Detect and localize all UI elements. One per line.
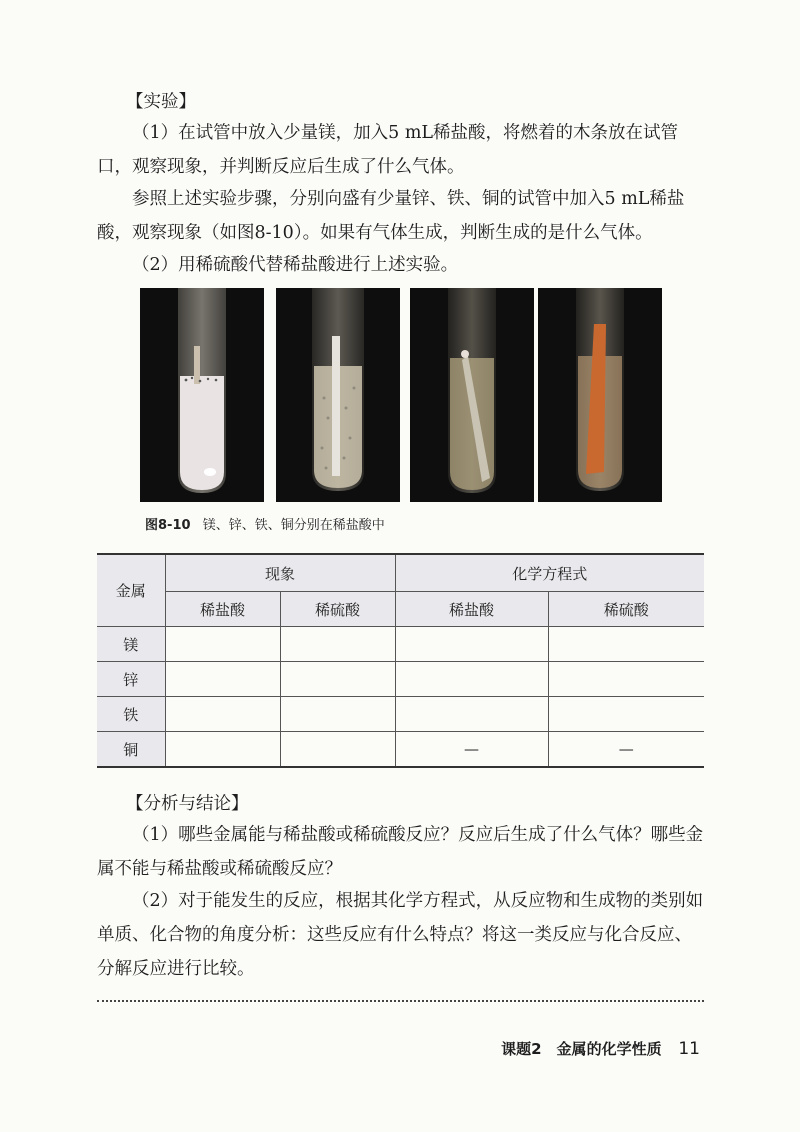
table-cell: — <box>548 732 704 768</box>
table-cell <box>280 627 395 662</box>
experiment-step-2: （2）用稀硫酸代替稀盐酸进行上述实验。 <box>132 255 459 275</box>
table-cell <box>548 662 704 697</box>
page-number: 11 <box>678 1039 700 1059</box>
table-cell <box>395 697 548 732</box>
sub-header-hcl-phenomenon: 稀盐酸 <box>165 592 280 627</box>
table-cell <box>165 662 280 697</box>
metal-cell: 锌 <box>97 662 165 697</box>
table-cell <box>395 662 548 697</box>
table-row <box>97 627 704 662</box>
analysis-question-2: （2）对于能发生的反应，根据其化学方程式，从反应物和生成物的类别如单质、化合物的角度分析：这些反应有什么特点？将这一类反应与化合反应、分解反应进行比较。 <box>97 891 704 979</box>
sub-header-h2so4-equation: 稀硫酸 <box>548 592 704 627</box>
figure-caption-text: 镁、锌、铁、铜分别在稀盐酸中 <box>202 518 385 533</box>
dotted-divider <box>97 1000 704 1002</box>
metal-cell: 铜 <box>97 732 165 768</box>
figure-test-tubes <box>140 288 660 502</box>
experiment-step-1b: 参照上述实验步骤，分别向盛有少量锌、铁、铜的试管中加入5 mL稀盐酸，观察现象（如图8-10）。如果有气体生成，判断生成的是什么气体。 <box>97 189 685 243</box>
equation-header: 化学方程式 <box>395 554 704 592</box>
metal-cell: 铁 <box>97 697 165 732</box>
metal-header: 金属 <box>97 554 165 627</box>
table-cell <box>280 662 395 697</box>
table-cell <box>395 627 548 662</box>
experiment-step-1: （1）在试管中放入少量镁，加入5 mL稀盐酸，将燃着的木条放在试管口，观察现象，并判断反应后生成了什么气体。 <box>97 123 679 177</box>
table-row <box>97 662 704 697</box>
table-cell <box>548 697 704 732</box>
table-cell <box>548 627 704 662</box>
table-row <box>97 732 704 768</box>
sub-header-h2so4-phenomenon: 稀硫酸 <box>280 592 395 627</box>
phenomenon-header: 现象 <box>165 554 395 592</box>
table-cell <box>280 732 395 768</box>
page-footer <box>501 1038 700 1059</box>
table-cell: — <box>395 732 548 768</box>
table-cell <box>165 627 280 662</box>
copper-tube-photo <box>538 288 662 502</box>
figure-caption <box>145 514 385 533</box>
iron-tube-photo <box>410 288 534 502</box>
table-cell <box>165 697 280 732</box>
lesson-title: 课题2 金属的化学性质 <box>501 1040 662 1058</box>
metal-cell: 镁 <box>97 627 165 662</box>
experiment-heading: 【实验】 <box>126 92 196 112</box>
magnesium-tube-photo <box>140 288 264 502</box>
results-table <box>97 553 704 768</box>
sub-header-hcl-equation: 稀盐酸 <box>395 592 548 627</box>
table-cell <box>280 697 395 732</box>
zinc-tube-photo <box>276 288 400 502</box>
analysis-question-1: （1）哪些金属能与稀盐酸或稀硫酸反应？反应后生成了什么气体？哪些金属不能与稀盐酸或稀硫酸反应？ <box>97 825 704 879</box>
table-cell <box>165 732 280 768</box>
analysis-heading: 【分析与结论】 <box>126 794 249 814</box>
figure-number: 图8-10 <box>145 518 191 533</box>
table-row <box>97 697 704 732</box>
